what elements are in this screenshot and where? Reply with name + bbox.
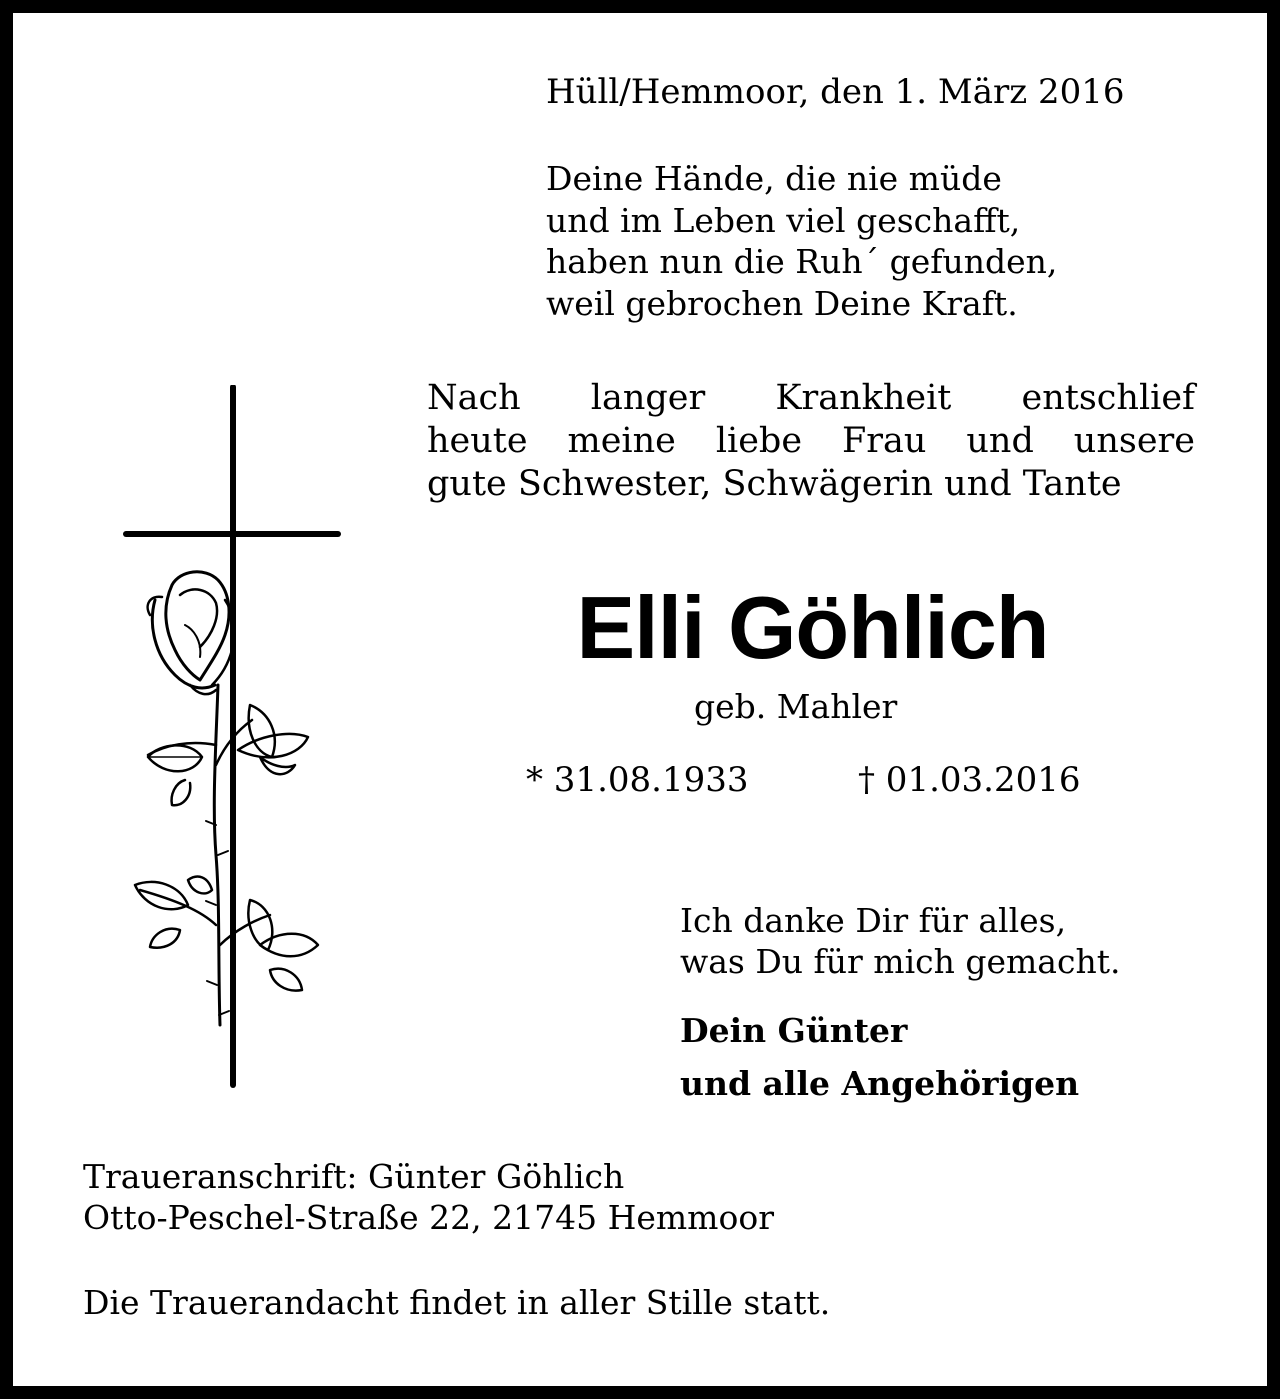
death-date: † 01.03.2016 (858, 760, 1081, 800)
cross-with-rose-icon (120, 385, 350, 1090)
address-line: Otto-Peschel-Straße 22, 21745 Hemmoor (83, 1198, 774, 1237)
address-line: Traueranschrift: Günter Göhlich (83, 1157, 625, 1196)
announcement-line: gute Schwester, Schwägerin und Tante (427, 464, 1122, 504)
maiden-name: geb. Mahler (694, 687, 898, 726)
place-date: Hüll/Hemmoor, den 1. März 2016 (546, 72, 1125, 112)
signature (680, 1004, 1079, 1110)
birth-date: * 31.08.1933 (526, 760, 749, 800)
poem-line: und im Leben viel geschafft, (546, 200, 1021, 240)
thanks-line: Ich danke Dir für alles, (680, 901, 1067, 940)
mourning-address (83, 1156, 774, 1238)
service-notice: Die Trauerandacht findet in aller Stille statt. (83, 1283, 831, 1322)
thanks-verse (680, 900, 1120, 982)
poem-line: weil gebrochen Deine Kraft. (546, 283, 1018, 323)
announcement (427, 377, 1195, 506)
announcement-line: Nach langer Krankheit entschlief (427, 378, 1195, 418)
signature-line: Dein Günter (680, 1011, 908, 1050)
poem (546, 158, 1057, 324)
poem-line: Deine Hände, die nie müde (546, 159, 1002, 198)
poem-line: haben nun die Ruh´ gefunden, (546, 242, 1058, 281)
signature-line: und alle Angehörigen (680, 1064, 1080, 1103)
thanks-line: was Du für mich gemacht. (680, 942, 1121, 981)
deceased-name: Elli Göhlich (576, 578, 1049, 677)
announcement-line: heute meine liebe Frau und unsere (427, 421, 1195, 461)
